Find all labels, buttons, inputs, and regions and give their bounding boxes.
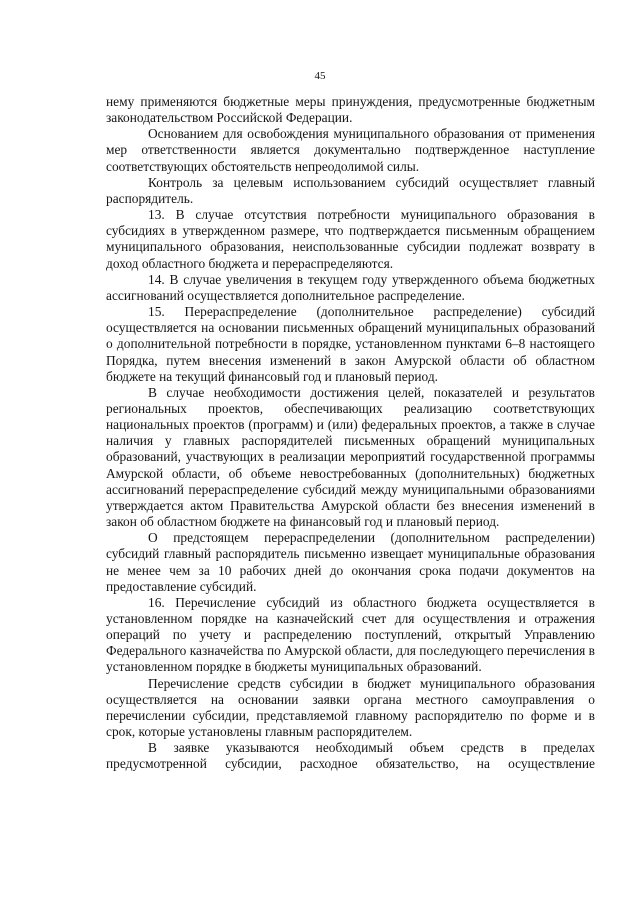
paragraph-request-contents: В заявке указываются необходимый объем средств в пределах предусмотренной субсидии, расходное обязательство, на осуществление (106, 740, 595, 772)
paragraph-item-16: 16. Перечисление субсидий из областного бюджета осуществляется в установленном порядке на казначейский счет для осуществления и отражения операций по учету и распределению поступлений, открытый Управлению Федерального казначейства по Амурской области, для последующего перечисления в установленном порядке в бюджеты муниципальных образований. (106, 594, 595, 675)
paragraph-control: Контроль за целевым использованием субсидий осуществляет главный распорядитель. (106, 174, 595, 206)
paragraph-item-15: 15. Перераспределение (дополнительное распределение) субсидий осуществляется на основании письменных обращений муниципальных образований о дополнительной потребности в порядке, установленном пунктами 6–8 настоящего Порядка, путем внесения изменений в закон Амурской области об областном бюджете на текущий финансовый год и плановый период. (106, 304, 595, 384)
paragraph-item-13: 13. В случае отсутствия потребности муниципального образования в субсидиях в утвержденном размере, что подтверждается письменным обращением муниципального образования, неиспользованные субсидии подлежат возврату в доход областного бюджета и перераспределяются. (106, 207, 595, 271)
page-number: 45 (314, 70, 326, 82)
document-body (106, 94, 595, 773)
paragraph-redistribution-notice: О предстоящем перераспределении (дополнительном распределении) субсидий главный распорядитель письменно извещает муниципальные образования не менее чем за 10 рабочих дней до окончания срока подачи документов на предоставление субсидий. (106, 530, 595, 594)
paragraph-force-majeure: Основанием для освобождения муниципального образования от применения мер ответственности является документально подтвержденное наступление соответствующих обстоятельств непреодолимой силы. (106, 126, 595, 174)
paragraph-item-14: 14. В случае увеличения в текущем году утвержденного объема бюджетных ассигнований осуществляется дополнительное распределение. (106, 271, 595, 303)
paragraph-continuation: нему применяются бюджетные меры принуждения, предусмотренные бюджетным законодательством Российской Федерации. (106, 94, 595, 126)
paragraph-redistribution-case: В случае необходимости достижения целей, показателей и результатов региональных проектов, обеспечивающих реализацию соответствующих национальных проектов (программ) и (или) федеральных проектов, а также в случае наличия у главных распорядителей письменных обращений муниципальных образований, участвующих в реализации мероприятий государственной программы Амурской области, об объеме невостребованных (дополнительных) бюджетных ассигнований перераспределение субсидий между муниципальными образованиями утверждается актом Правительства Амурской области без внесения изменений в закон об областном бюджете на финансовый год и плановый период. (106, 384, 595, 530)
paragraph-transfer-request: Перечисление средств субсидии в бюджет муниципального образования осуществляется на основании заявки органа местного самоуправления о перечислении субсидии, представляемой главному распорядителю по форме и в срок, которые установлены главным распорядителем. (106, 675, 595, 740)
